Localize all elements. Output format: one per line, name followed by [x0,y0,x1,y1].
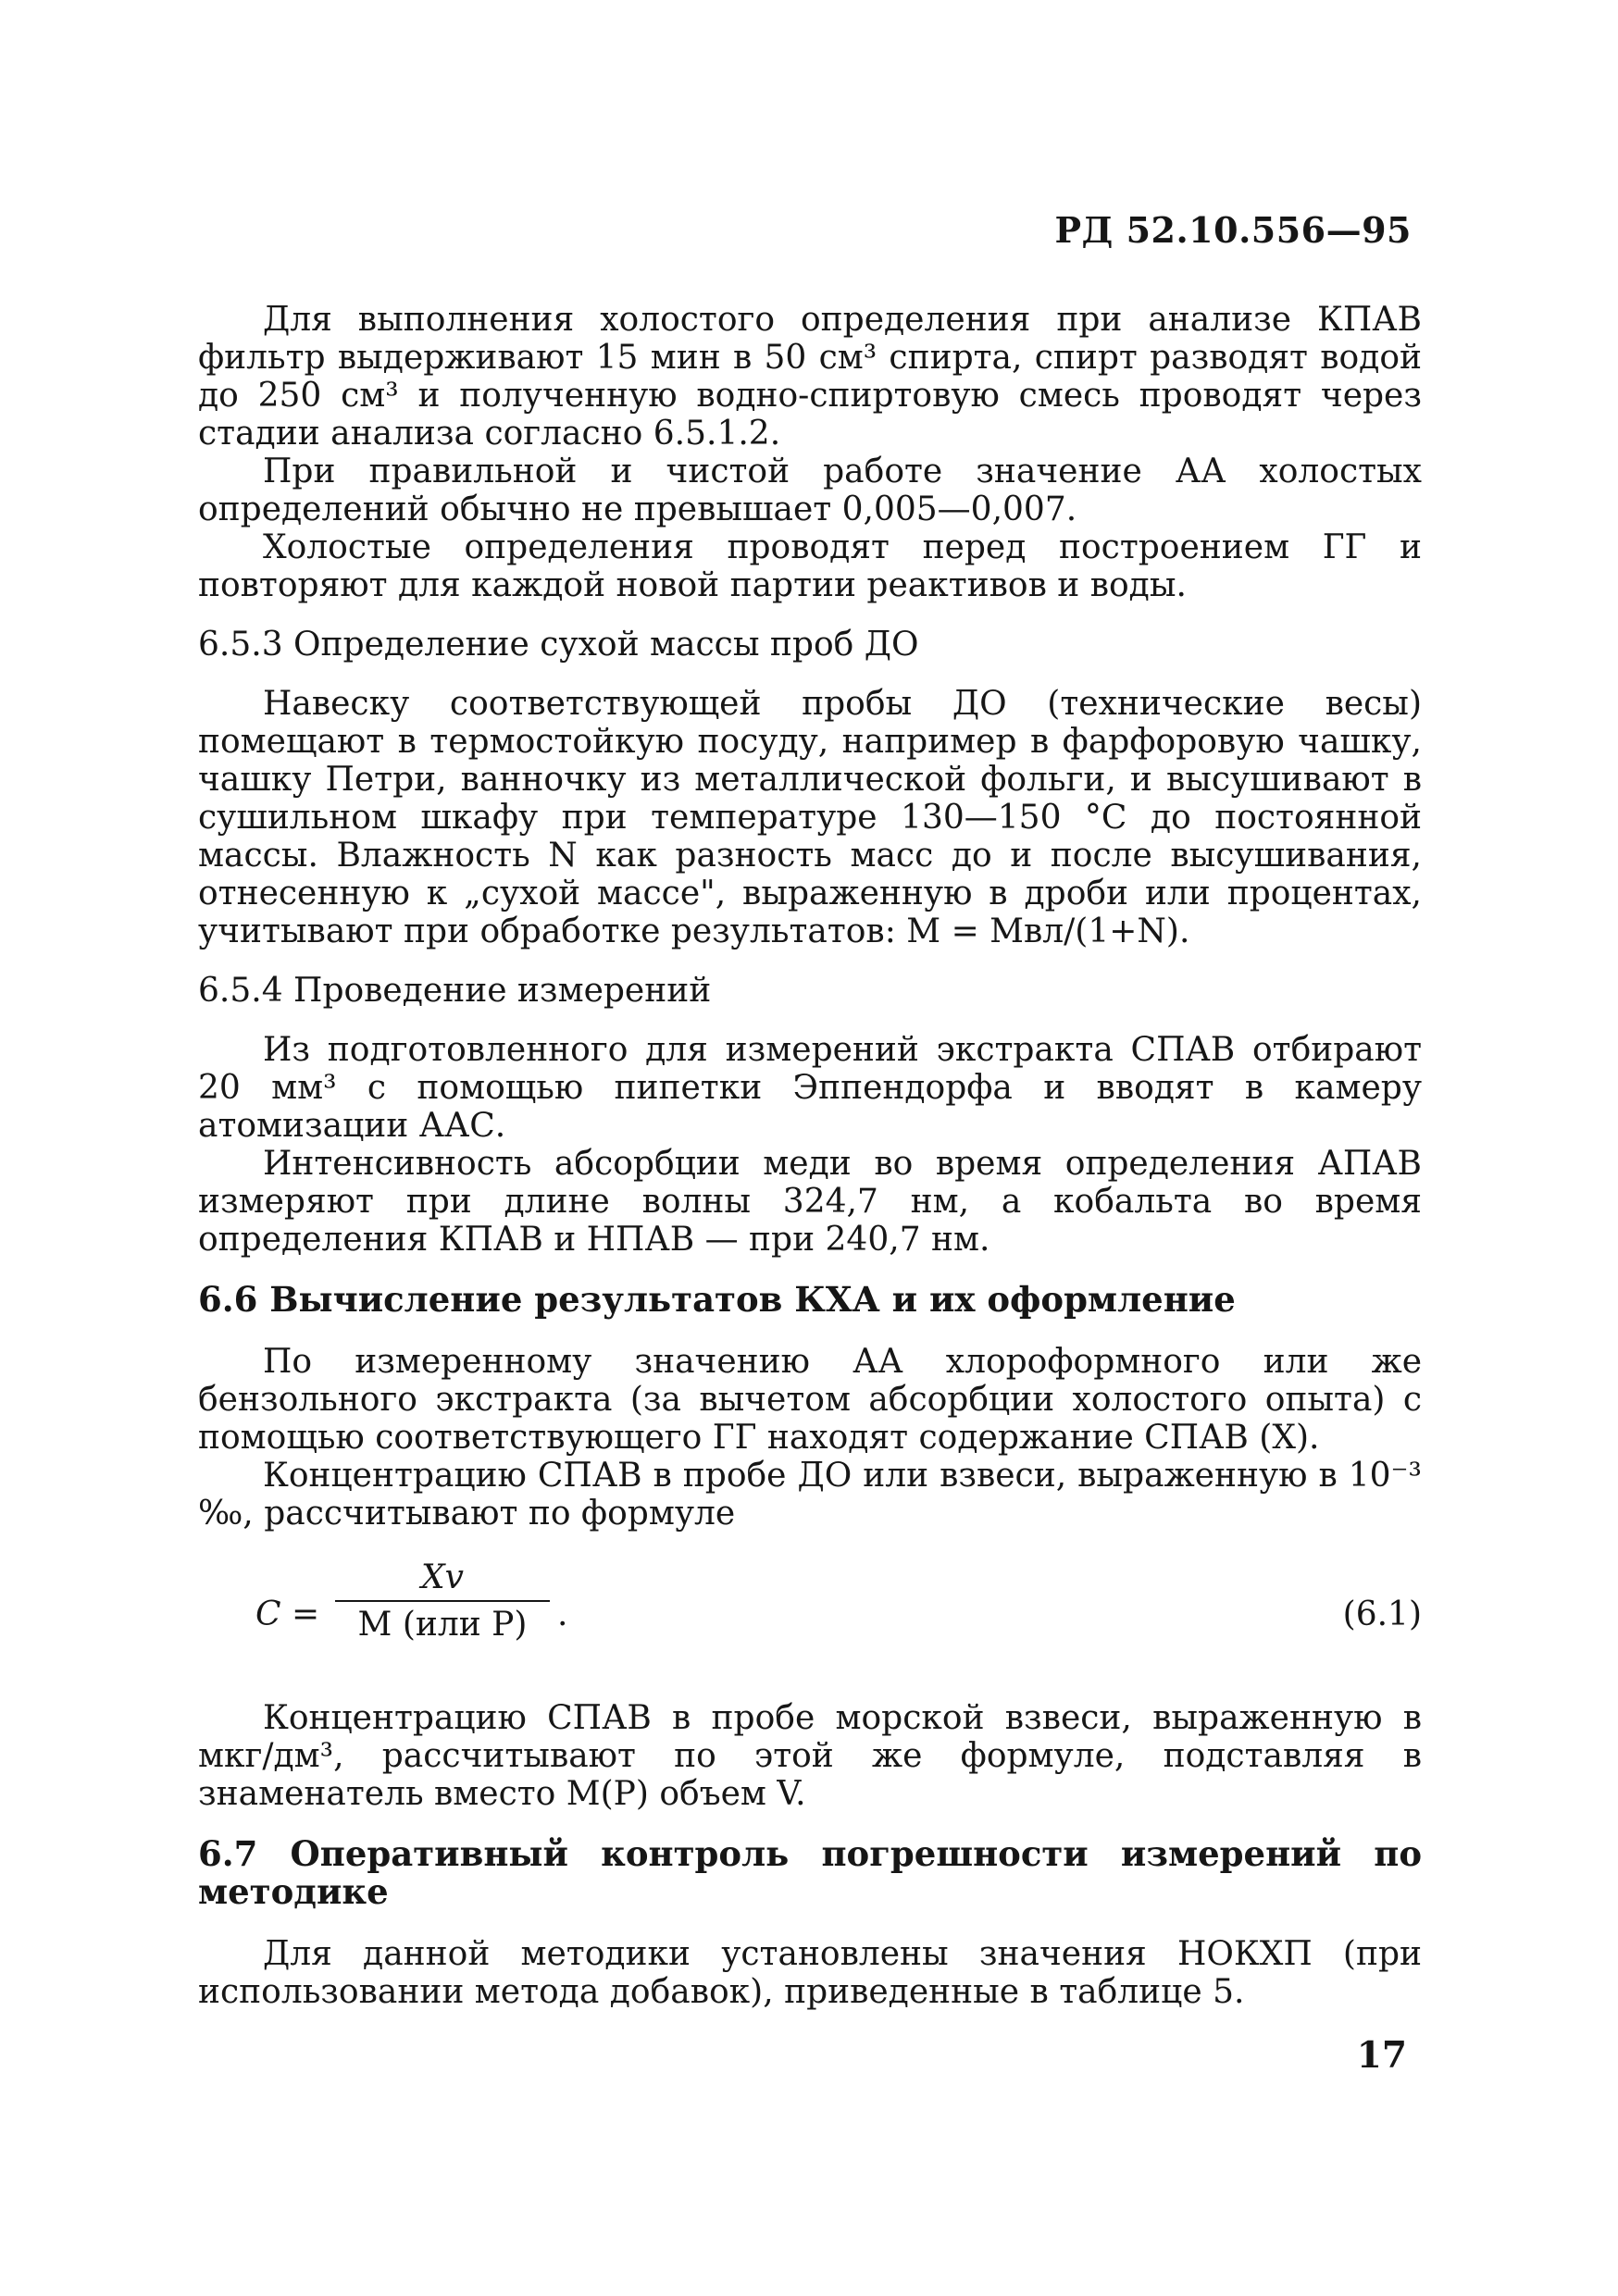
paragraph: Из подготовленного для измерений экстракта СПАВ отбирают 20 мм³ с помощью пипетки Эппендорфа и вводят в камеру атомизации ААС. [198,1031,1422,1145]
section-heading-6-5-3: 6.5.3 Определение сухой массы проб ДО [198,626,919,664]
formula-denominator: M (или P) [357,1606,528,1644]
section-heading-6-7: 6.7 Оперативный контроль погрешности измерений по методике [198,1833,1422,1912]
page-body [198,301,1422,2011]
section-heading-6-6: 6.6 Вычисление результатов КХА и их оформление [198,1279,1236,1320]
document-id: РД 52.10.556—95 [1054,209,1412,251]
formula-number: (6.1) [1342,1595,1422,1633]
page-number: 17 [1356,2034,1407,2077]
section-heading-6-5-4: 6.5.4 Проведение измерений [198,972,712,1010]
paragraph: Холостые определения проводят перед построением ГГ и повторяют для каждой новой партии реактивов и воды. [198,528,1422,604]
paragraph: Концентрацию СПАВ в пробе морской взвеси, выраженную в мкг/дм³, рассчитывают по этой же формуле, подставляя в знаменатель вместо M(P) объем V. [198,1699,1422,1813]
paragraph: Для данной методики установлены значения НОКХП (при использовании метода добавок), приведенные в таблице 5. [198,1935,1422,2011]
formula-trail: . [557,1595,568,1633]
formula-6-1 [198,1558,1422,1675]
formula-fraction [335,1558,550,1644]
paragraph: При правильной и чистой работе значение АА холостых определений обычно не превышает 0,005—0,007. [198,453,1422,528]
paragraph: Интенсивность абсорбции меди во время определения АПАВ измеряют при длине волны 324,7 нм, а кобальта во время определения КПАВ и НПАВ — при 240,7 нм. [198,1145,1422,1259]
paragraph: Для выполнения холостого определения при анализе КПАВ фильтр выдерживают 15 мин в 50 см³ спирта, спирт разводят водой до 250 см³ и полученную водно-спиртовую смесь проводят через стадии анализа согласно 6.5.1.2. [198,301,1422,453]
formula-lhs: C = [255,1595,320,1633]
formula-numerator: Xv [421,1558,464,1596]
paragraph: Концентрацию СПАВ в пробе ДО или взвеси, выраженную в 10⁻³ ‰, рассчитывают по формуле [198,1457,1422,1533]
paragraph: По измеренному значению АА хлороформного или же бензольного экстракта (за вычетом абсорбции холостого опыта) с помощью соответствующего ГГ находят содержание СПАВ (X). [198,1343,1422,1457]
paragraph: Навеску соответствующей пробы ДО (технические весы) помещают в термостойкую посуду, например в фарфоровую чашку, чашку Петри, ванночку из металлической фольги, и высушивают в сушильном шкафу при температуре 130—150 °С до постоянной массы. Влажность N как разность масс до и после высушивания, отнесенную к „сухой массе", выраженную в дроби или процентах, учитывают при обработке результатов: M = Mвл/(1+N). [198,685,1422,950]
